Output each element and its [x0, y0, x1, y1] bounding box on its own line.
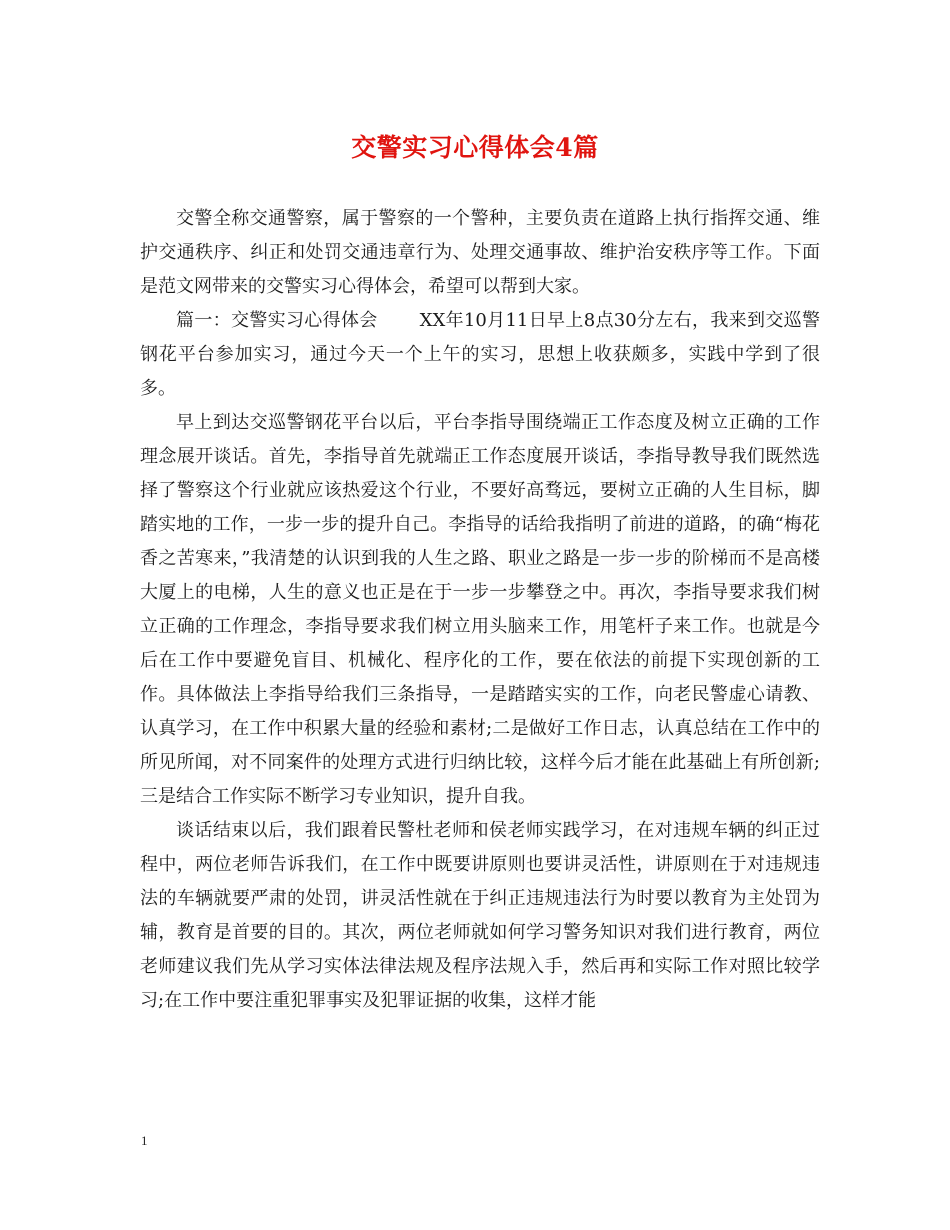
page-number: 1: [141, 1133, 148, 1148]
paragraph-text: 交警全称交通警察，属于警察的一个警种，主要负责在道路上执行指挥交通、维护交通秩序、纠正和处罚交通违章行为、处理交通事故、维护治安秩序等工作。下面是范文网带来的交警实习心得体会，希望可以帮到大家。: [140, 208, 820, 297]
paragraph-intro: [140, 202, 820, 304]
paragraph-text: 早上到达交巡警钢花平台以后，平台李指导围绕端正工作态度及树立正确的工作理念展开谈话。首先，李指导首先就端正工作态度展开谈话，李指导教导我们既然选择了警察这个行业就应该热爱这个行业，不要好高骛远，要树立正确的人生目标，脚踏实地的工作，一步一步的提升自己。李指导的话给我指明了前进的道路，的确“梅花香之苦寒来，”我清楚的认识到我的人生之路、职业之路是一步一步的阶梯而不是高楼大厦上的电梯，人生的意义也正是在于一步一步攀登之中。再次，李指导要求我们树立正确的工作理念，李指导要求我们树立用头脑来工作，用笔杆子来工作。也就是今后在工作中要避免盲目、机械化、程序化的工作，要在依法的前提下实现创新的工作。具体做法上李指导给我们三条指导，一是踏踏实实的工作，向老民警虚心请教、认真学习，在工作中积累大量的经验和素材;二是做好工作日志，认真总结在工作中的所见所闻，对不同案件的处理方式进行归纳比较，这样今后才能在此基础上有所创新;三是结合工作实际不断学习专业知识，提升自我。: [140, 412, 820, 807]
paragraph-text: XX年10月11日早上8点30分左右，我来到交巡警钢花平台参加实习，通过今天一个上午的实习，思想上收获颇多，实践中学到了很多。: [140, 310, 820, 399]
document-body: [140, 202, 820, 1018]
section-heading: 篇一：交警实习心得体会: [176, 310, 378, 331]
paragraph-text: 谈话结束以后，我们跟着民警杜老师和侯老师实践学习，在对违规车辆的纠正过程中，两位老师告诉我们，在工作中既要讲原则也要讲灵活性，讲原则在于对违规违法的车辆就要严肃的处罚，讲灵活性就在于纠正违规违法行为时要以教育为主处罚为辅，教育是首要的目的。其次，两位老师就如何学习警务知识对我们进行教育，两位老师建议我们先从学习实体法律法规及程序法规入手，然后再和实际工作对照比较学习;在工作中要注重犯罪事实及犯罪证据的收集，这样才能: [140, 820, 820, 1011]
paragraph-part-one: [140, 304, 820, 406]
paragraph-guidance: [140, 406, 820, 814]
paragraph-practice: [140, 814, 820, 1018]
document-title: 交警实习心得体会4篇: [351, 133, 599, 162]
